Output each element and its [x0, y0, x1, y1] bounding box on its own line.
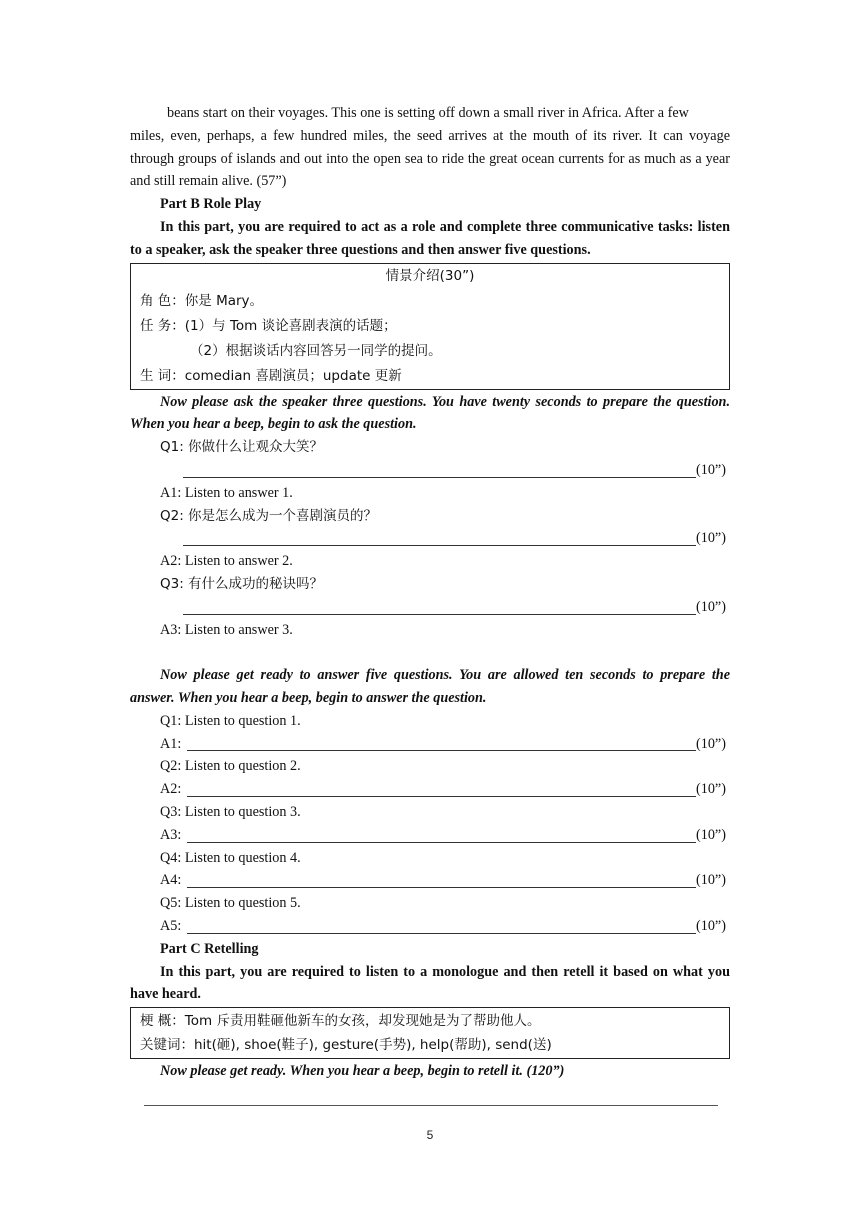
answer-a5-blank[interactable] — [187, 917, 696, 934]
answer-item-2 — [130, 755, 730, 801]
ask-q1-blank[interactable] — [183, 461, 696, 478]
ask-question-2 — [130, 505, 730, 573]
answer-a1-blank[interactable] — [187, 734, 696, 751]
answer-a3-line — [130, 824, 730, 847]
part-b-scenario-box — [130, 263, 730, 390]
summary-text: 梗 概：Tom 斥责用鞋砸他新车的女孩，却发现她是为了帮助他人。 — [140, 1013, 541, 1030]
document-page — [130, 102, 730, 1083]
answer-q4-text: Q4: Listen to question 4. — [160, 849, 301, 866]
part-b-instruction: In this part, you are required to act as a role and complete three communicative tasks: listen to a speaker, ask the speaker three questions and then answer five questions. — [130, 218, 730, 258]
answer-a5-label: A5: — [160, 917, 182, 934]
answer-q2-text: Q2: Listen to question 2. — [160, 758, 301, 775]
answer-instruction: Now please get ready to answer five questions. You are allowed ten seconds to prepare the answer. When you hear a beep, begin to answer the question. — [130, 667, 730, 706]
ask-q1-time: (10”) — [696, 461, 726, 478]
answer-item-3 — [130, 801, 730, 847]
ask-q2-blank[interactable] — [183, 529, 696, 546]
ask-q3-time: (10”) — [696, 598, 726, 615]
answer-a4-blank[interactable] — [187, 871, 696, 888]
answer-a2-blank[interactable] — [187, 780, 696, 797]
answer-a1-line — [130, 733, 730, 756]
ask-q1-line — [130, 459, 730, 482]
answer-a4-time: (10”) — [696, 872, 726, 889]
page-number: 5 — [426, 1128, 434, 1142]
answer-item-1 — [130, 710, 730, 756]
part-c-heading: Part C Retelling — [160, 940, 259, 957]
answer-q3-text: Q3: Listen to question 3. — [160, 803, 301, 820]
answer-a5-time: (10”) — [696, 917, 726, 934]
answer-a1-time: (10”) — [696, 735, 726, 752]
answer-a4-label: A4: — [160, 872, 182, 889]
answer-a5-line — [130, 915, 730, 938]
ask-q2-line — [130, 527, 730, 550]
ask-q1-text: Q1: 你做什么让观众大笑？ — [160, 439, 324, 456]
scenario-title: 情景介绍(30”) — [385, 267, 475, 284]
ask-a3-text: A3: Listen to answer 3. — [160, 621, 293, 638]
ask-a2-text: A2: Listen to answer 2. — [160, 553, 293, 570]
scenario-task-1: 任 务：(1）与 Tom 谈论喜剧表演的话题； — [140, 317, 397, 334]
spacer — [130, 641, 730, 664]
ask-question-1 — [130, 436, 730, 504]
answer-a4-line — [130, 869, 730, 892]
intro-paragraph: beans start on their voyages. This one is setting off down a small river in Africa. After a few miles, even, perhaps, a few hundred miles, the seed arrives at the mouth of its river. It can voyage through groups of islands and out into the open sea to ride the great ocean currents for as much as a year and still remain alive. (57”) — [130, 105, 730, 190]
part-c-instruction: In this part, you are required to listen to a monologue and then retell it based on what you have heard. — [130, 963, 730, 1003]
ask-q2-time: (10”) — [696, 530, 726, 547]
retell-instruction: Now please get ready. When you hear a beep, begin to retell it. (120”) — [160, 1063, 565, 1080]
ask-q3-line — [130, 596, 730, 619]
answer-item-4 — [130, 847, 730, 893]
ask-a1-text: A1: Listen to answer 1. — [160, 484, 293, 501]
scenario-task-2: （2）根据谈话内容回答另一同学的提问。 — [190, 342, 442, 359]
answer-q1-text: Q1: Listen to question 1. — [160, 712, 301, 729]
answer-a2-line — [130, 778, 730, 801]
answer-item-5 — [130, 892, 730, 938]
part-c-summary-box — [130, 1007, 730, 1059]
scenario-vocab: 生 词：comedian 喜剧演员；update 更新 — [140, 367, 402, 384]
ask-question-3 — [130, 573, 730, 641]
part-b-heading: Part B Role Play — [160, 196, 262, 213]
scenario-role: 角 色：你是 Mary。 — [140, 292, 264, 309]
answer-a3-label: A3: — [160, 826, 182, 843]
ask-q3-text: Q3: 有什么成功的秘诀吗？ — [160, 575, 324, 592]
ask-instruction: Now please ask the speaker three questions. You have twenty seconds to prepare the question. When you hear a beep, begin to ask the question. — [130, 393, 730, 433]
ask-q3-blank[interactable] — [183, 598, 696, 615]
answer-a3-blank[interactable] — [187, 826, 696, 843]
answer-a2-label: A2: — [160, 781, 182, 798]
answer-a1-label: A1: — [160, 735, 182, 752]
ask-q2-text: Q2: 你是怎么成为一个喜剧演员的？ — [160, 507, 378, 524]
answer-a3-time: (10”) — [696, 826, 726, 843]
footer-rule — [144, 1105, 718, 1106]
keywords-text: 关键词：hit(砸), shoe(鞋子), gesture(手势), help(帮助), send(送) — [140, 1037, 552, 1054]
answer-q5-text: Q5: Listen to question 5. — [160, 895, 301, 912]
answer-a2-time: (10”) — [696, 781, 726, 798]
